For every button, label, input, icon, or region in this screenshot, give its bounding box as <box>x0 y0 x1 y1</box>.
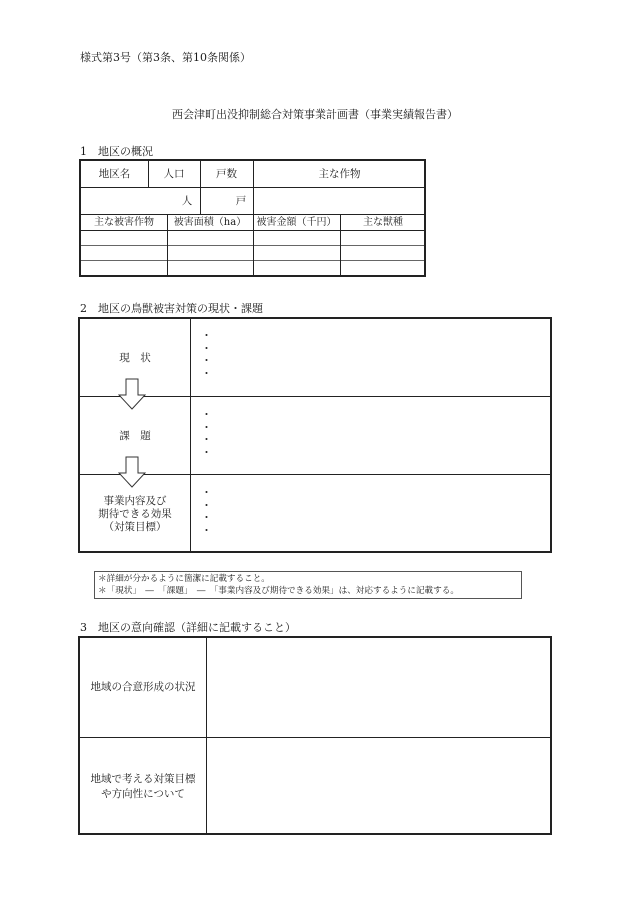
row-effects-line2: 期待できる効果 <box>98 508 172 520</box>
bullet: ・ <box>201 445 212 459</box>
header-damage-amount: 被害金額（千円） <box>256 217 337 228</box>
col-main-crops: 主な作物 <box>318 168 361 180</box>
header-main-species: 主な獣種 <box>363 217 403 228</box>
down-arrow-icon <box>118 456 146 488</box>
bullet: ・ <box>201 486 212 499</box>
bullet: ・ <box>201 523 212 537</box>
bullet: ・ <box>201 366 212 380</box>
bullet: ・ <box>201 408 212 421</box>
row-current-status: 現 状 <box>119 352 151 364</box>
current-status-table <box>78 317 552 553</box>
form-code: 様式第3号（第3条、第10条関係） <box>80 51 251 64</box>
col-area-name: 地区名 <box>98 168 131 180</box>
bullet: ・ <box>201 511 212 524</box>
section1-heading: 1 地区の概況 <box>80 145 153 158</box>
down-arrow-icon <box>118 378 146 410</box>
current-status-bullets <box>201 330 211 380</box>
targets-label-line2: や方向性について <box>101 788 185 800</box>
note-line1: ＊詳細が分かるように箇潔に記載すること。 <box>98 574 270 584</box>
bullet: ・ <box>201 354 212 367</box>
bullet: ・ <box>201 433 212 446</box>
area-overview-table <box>79 159 426 277</box>
row-effects-line1: 事業内容及び <box>103 495 167 507</box>
row-effects <box>80 495 190 534</box>
unit-people: 人 <box>181 195 193 207</box>
document-title: 西会津町出没抑制総合対策事業計画書（事業実績報告書） <box>172 108 458 121</box>
bullet: ・ <box>201 498 212 512</box>
col-population: 人口 <box>163 168 185 180</box>
section2-heading: 2 地区の鳥獣被害対策の現状・課題 <box>80 302 263 315</box>
bullet: ・ <box>201 329 212 342</box>
targets-label-line1: 地域で考える対策目標 <box>90 773 196 785</box>
notes-box <box>94 571 522 599</box>
unit-households: 戸 <box>235 195 247 207</box>
col-households: 戸数 <box>216 168 237 180</box>
targets-label <box>80 772 206 802</box>
issues-bullets <box>201 409 211 459</box>
bullet: ・ <box>201 420 212 434</box>
header-damaged-crops: 主な被害作物 <box>94 217 154 228</box>
intention-table <box>78 636 552 835</box>
effects-bullets <box>201 487 211 537</box>
consensus-label: 地域の合意形成の状況 <box>90 681 196 693</box>
header-damage-area: 被害面積（ha） <box>173 217 247 228</box>
row-effects-line3: （対策目標） <box>103 521 167 533</box>
section3-heading: 3 地区の意向確認（詳細に記載すること） <box>80 621 296 634</box>
bullet: ・ <box>201 341 212 355</box>
note-line2: ＊「現状」 ― 「課題」 ― 「事業内容及び期待できる効果」は、対応するように記載する。 <box>98 586 459 596</box>
row-issues: 課 題 <box>119 430 151 442</box>
